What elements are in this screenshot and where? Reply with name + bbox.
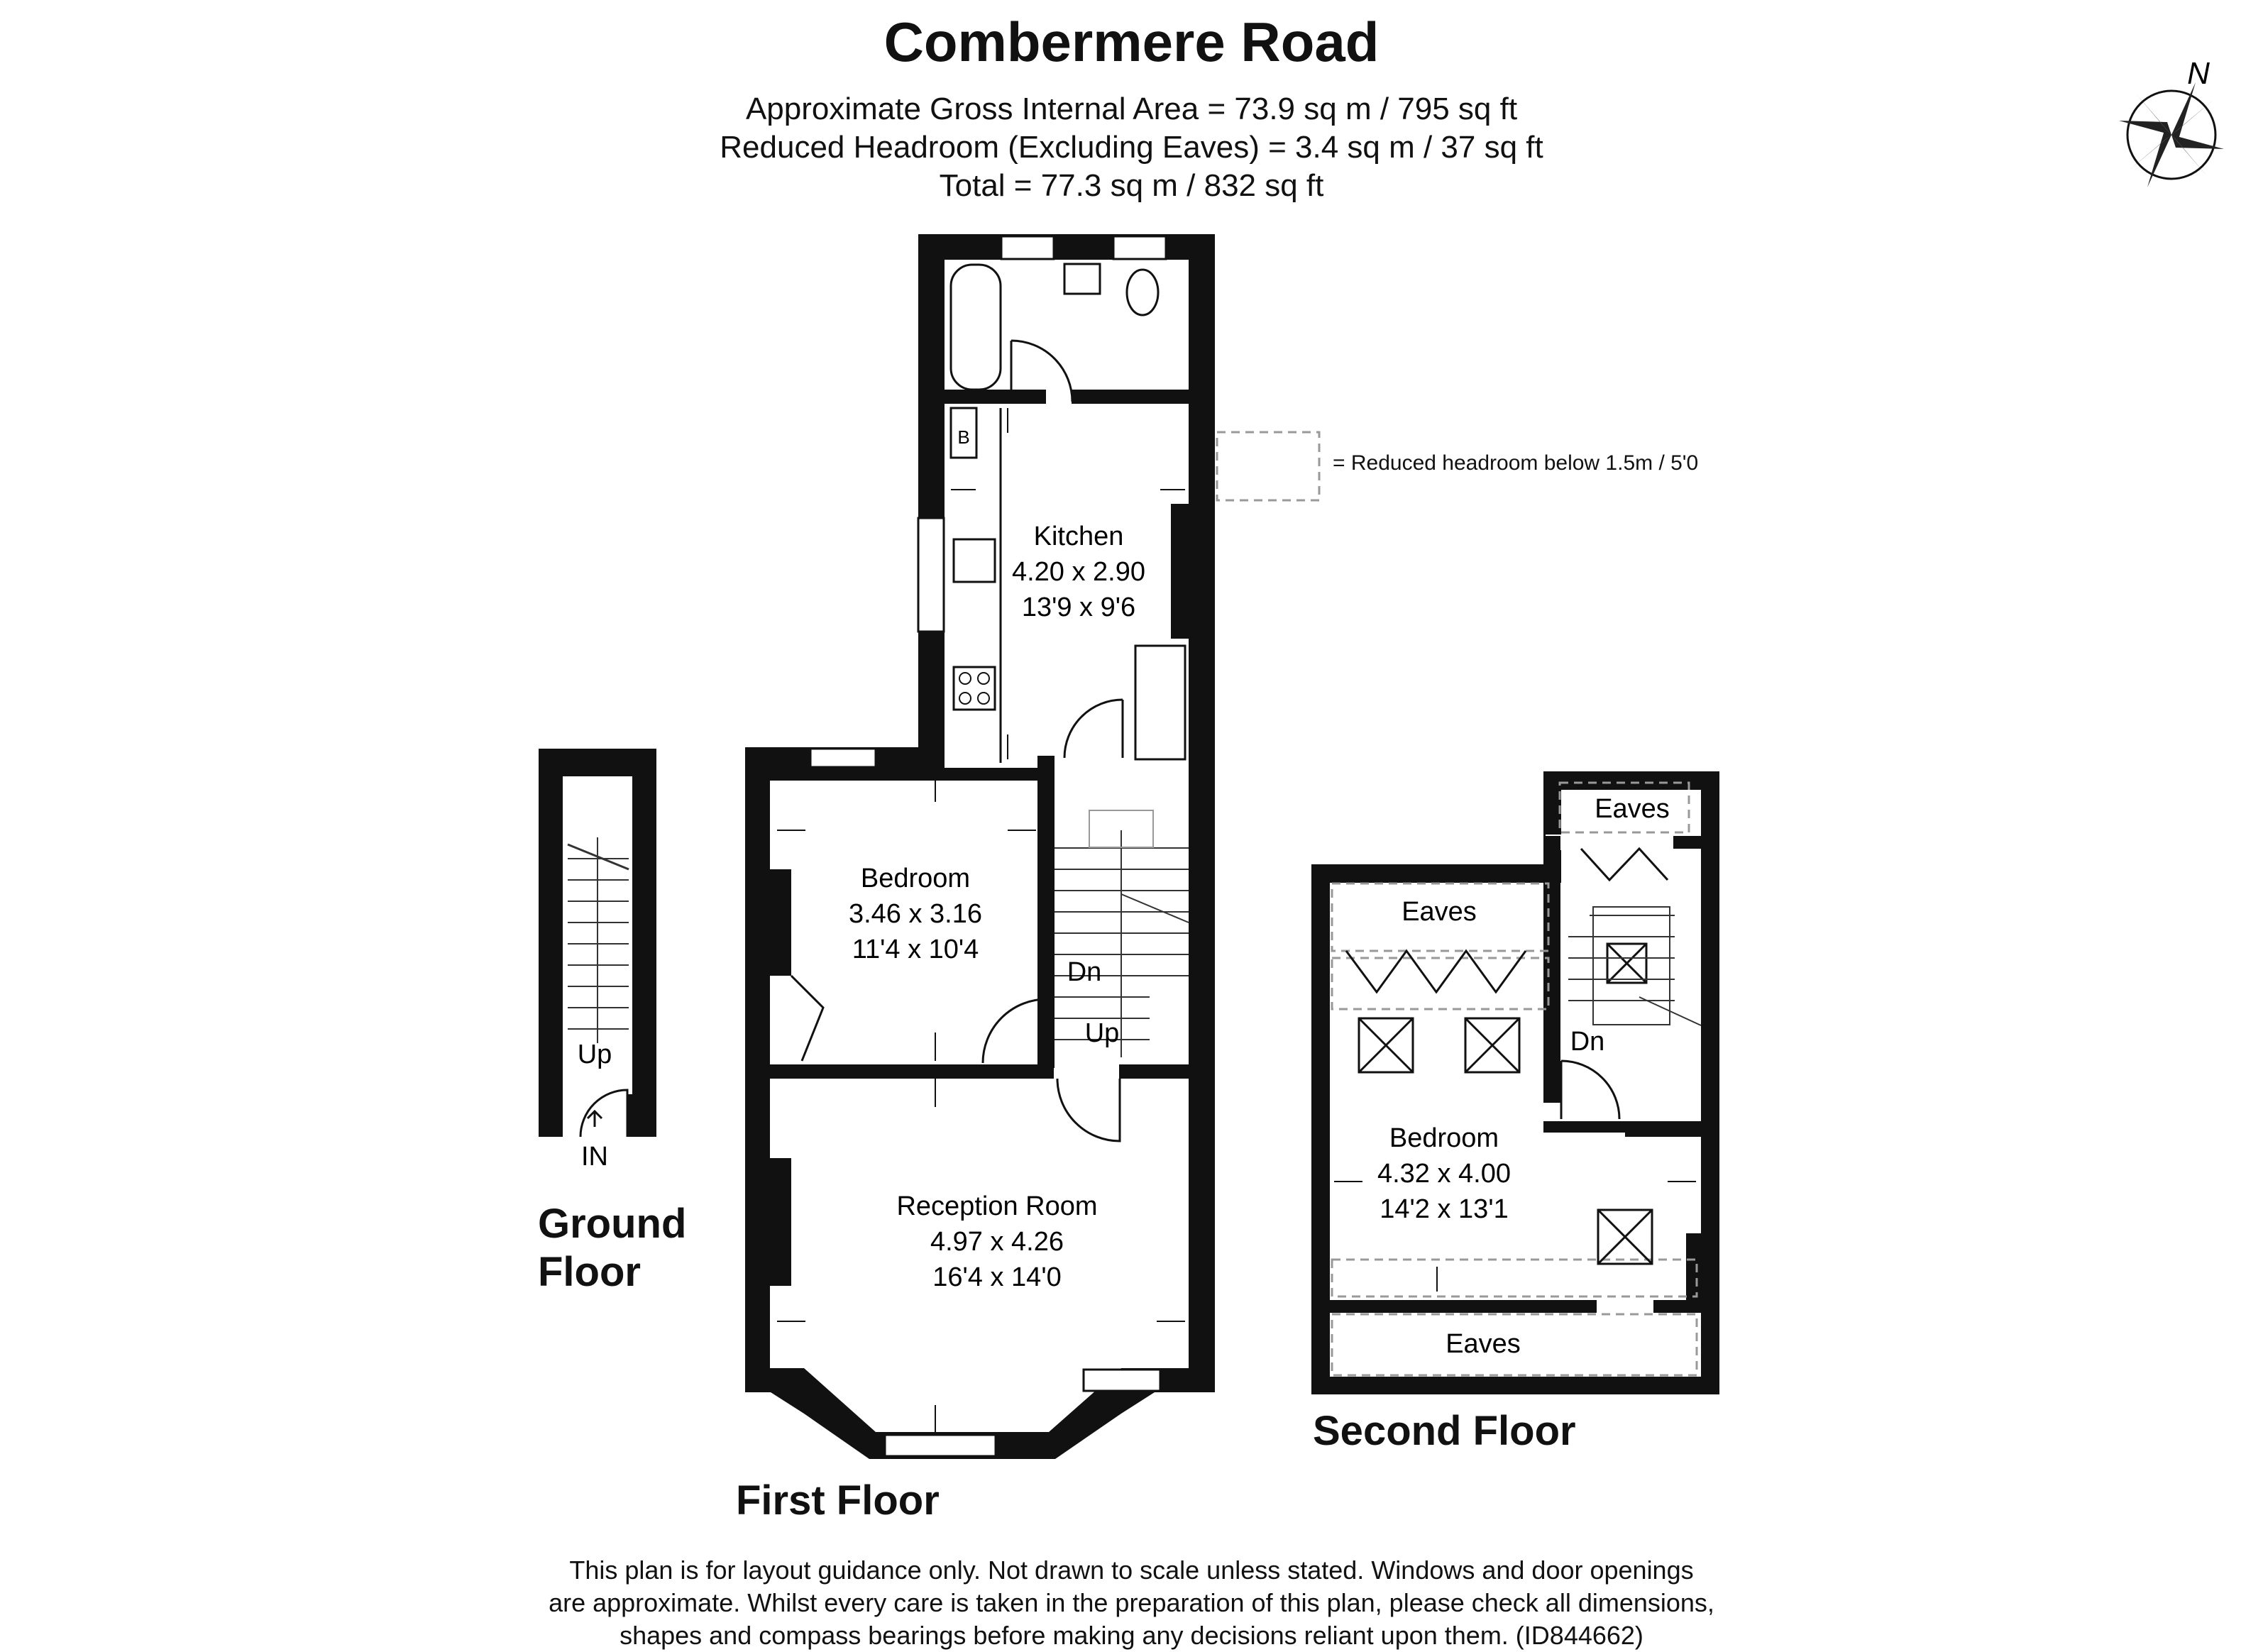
first-floor-up-label: Up [1084,1018,1120,1048]
kitchen-metric: 4.20 x 2.90 [1011,557,1146,587]
kitchen-imperial: 13'9 x 9'6 [1021,593,1136,622]
ground-floor-label-line2: Floor [538,1249,641,1295]
ground-floor-up-label: Up [577,1040,612,1069]
eaves-top-label: Eaves [1595,794,1670,824]
second-floor-label: Second Floor [1313,1408,1576,1454]
reduced-headroom-text: Reduced Headroom (Excluding Eaves) = 3.4 sq m / 37 sq ft [720,130,1543,165]
ground-floor-label-line1: Ground [538,1201,687,1247]
total-area-text: Total = 77.3 sq m / 832 sq ft [939,168,1324,203]
reduced-headroom-legend-swatch [1217,432,1319,500]
disclaimer [0,1554,2263,1652]
ground-floor-entrance-label: IN [581,1142,608,1172]
reception-name: Reception Room [896,1191,1098,1221]
eaves-left-label: Eaves [1402,897,1477,927]
plan-title: Combermere Road [883,11,1380,73]
second-floor-dn-label: Dn [1570,1027,1605,1057]
compass-north-label: N [2187,56,2210,91]
compass-icon [2119,56,2224,187]
disclaimer-line-3: shapes and compass bearings before making any decisions reliant upon them. (ID844662) [620,1621,1643,1650]
reception-metric: 4.97 x 4.26 [930,1227,1064,1257]
first-bedroom-metric: 3.46 x 3.16 [848,899,983,929]
first-floor-dn-label: Dn [1067,957,1102,987]
second-bedroom-metric: 4.32 x 4.00 [1377,1159,1512,1189]
disclaimer-line-2: are approximate. Whilst every care is taken in the preparation of this plan, please check all dimensions, [549,1588,1714,1617]
disclaimer-line-1: This plan is for layout guidance only. Not drawn to scale unless stated. Windows and door openings [569,1555,1694,1585]
eaves-bottom-label: Eaves [1446,1329,1521,1359]
reception-imperial: 16'4 x 14'0 [932,1262,1062,1292]
reduced-headroom-legend-text: = Reduced headroom below 1.5m / 5'0 [1333,451,1699,475]
boiler-label: B [957,426,970,448]
first-floor-plan [745,234,1215,1459]
first-bedroom-imperial: 11'4 x 10'4 [852,935,979,964]
gross-area-text: Approximate Gross Internal Area = 73.9 sq m / 795 sq ft [745,92,1518,126]
ground-floor-plan [539,749,656,1172]
first-bedroom-name: Bedroom [860,864,971,893]
second-floor-plan [1311,771,1719,1394]
second-bedroom-imperial: 14'2 x 13'1 [1380,1194,1509,1224]
kitchen-name: Kitchen [1033,522,1124,551]
first-floor-label: First Floor [736,1477,940,1524]
second-bedroom-name: Bedroom [1389,1123,1499,1153]
